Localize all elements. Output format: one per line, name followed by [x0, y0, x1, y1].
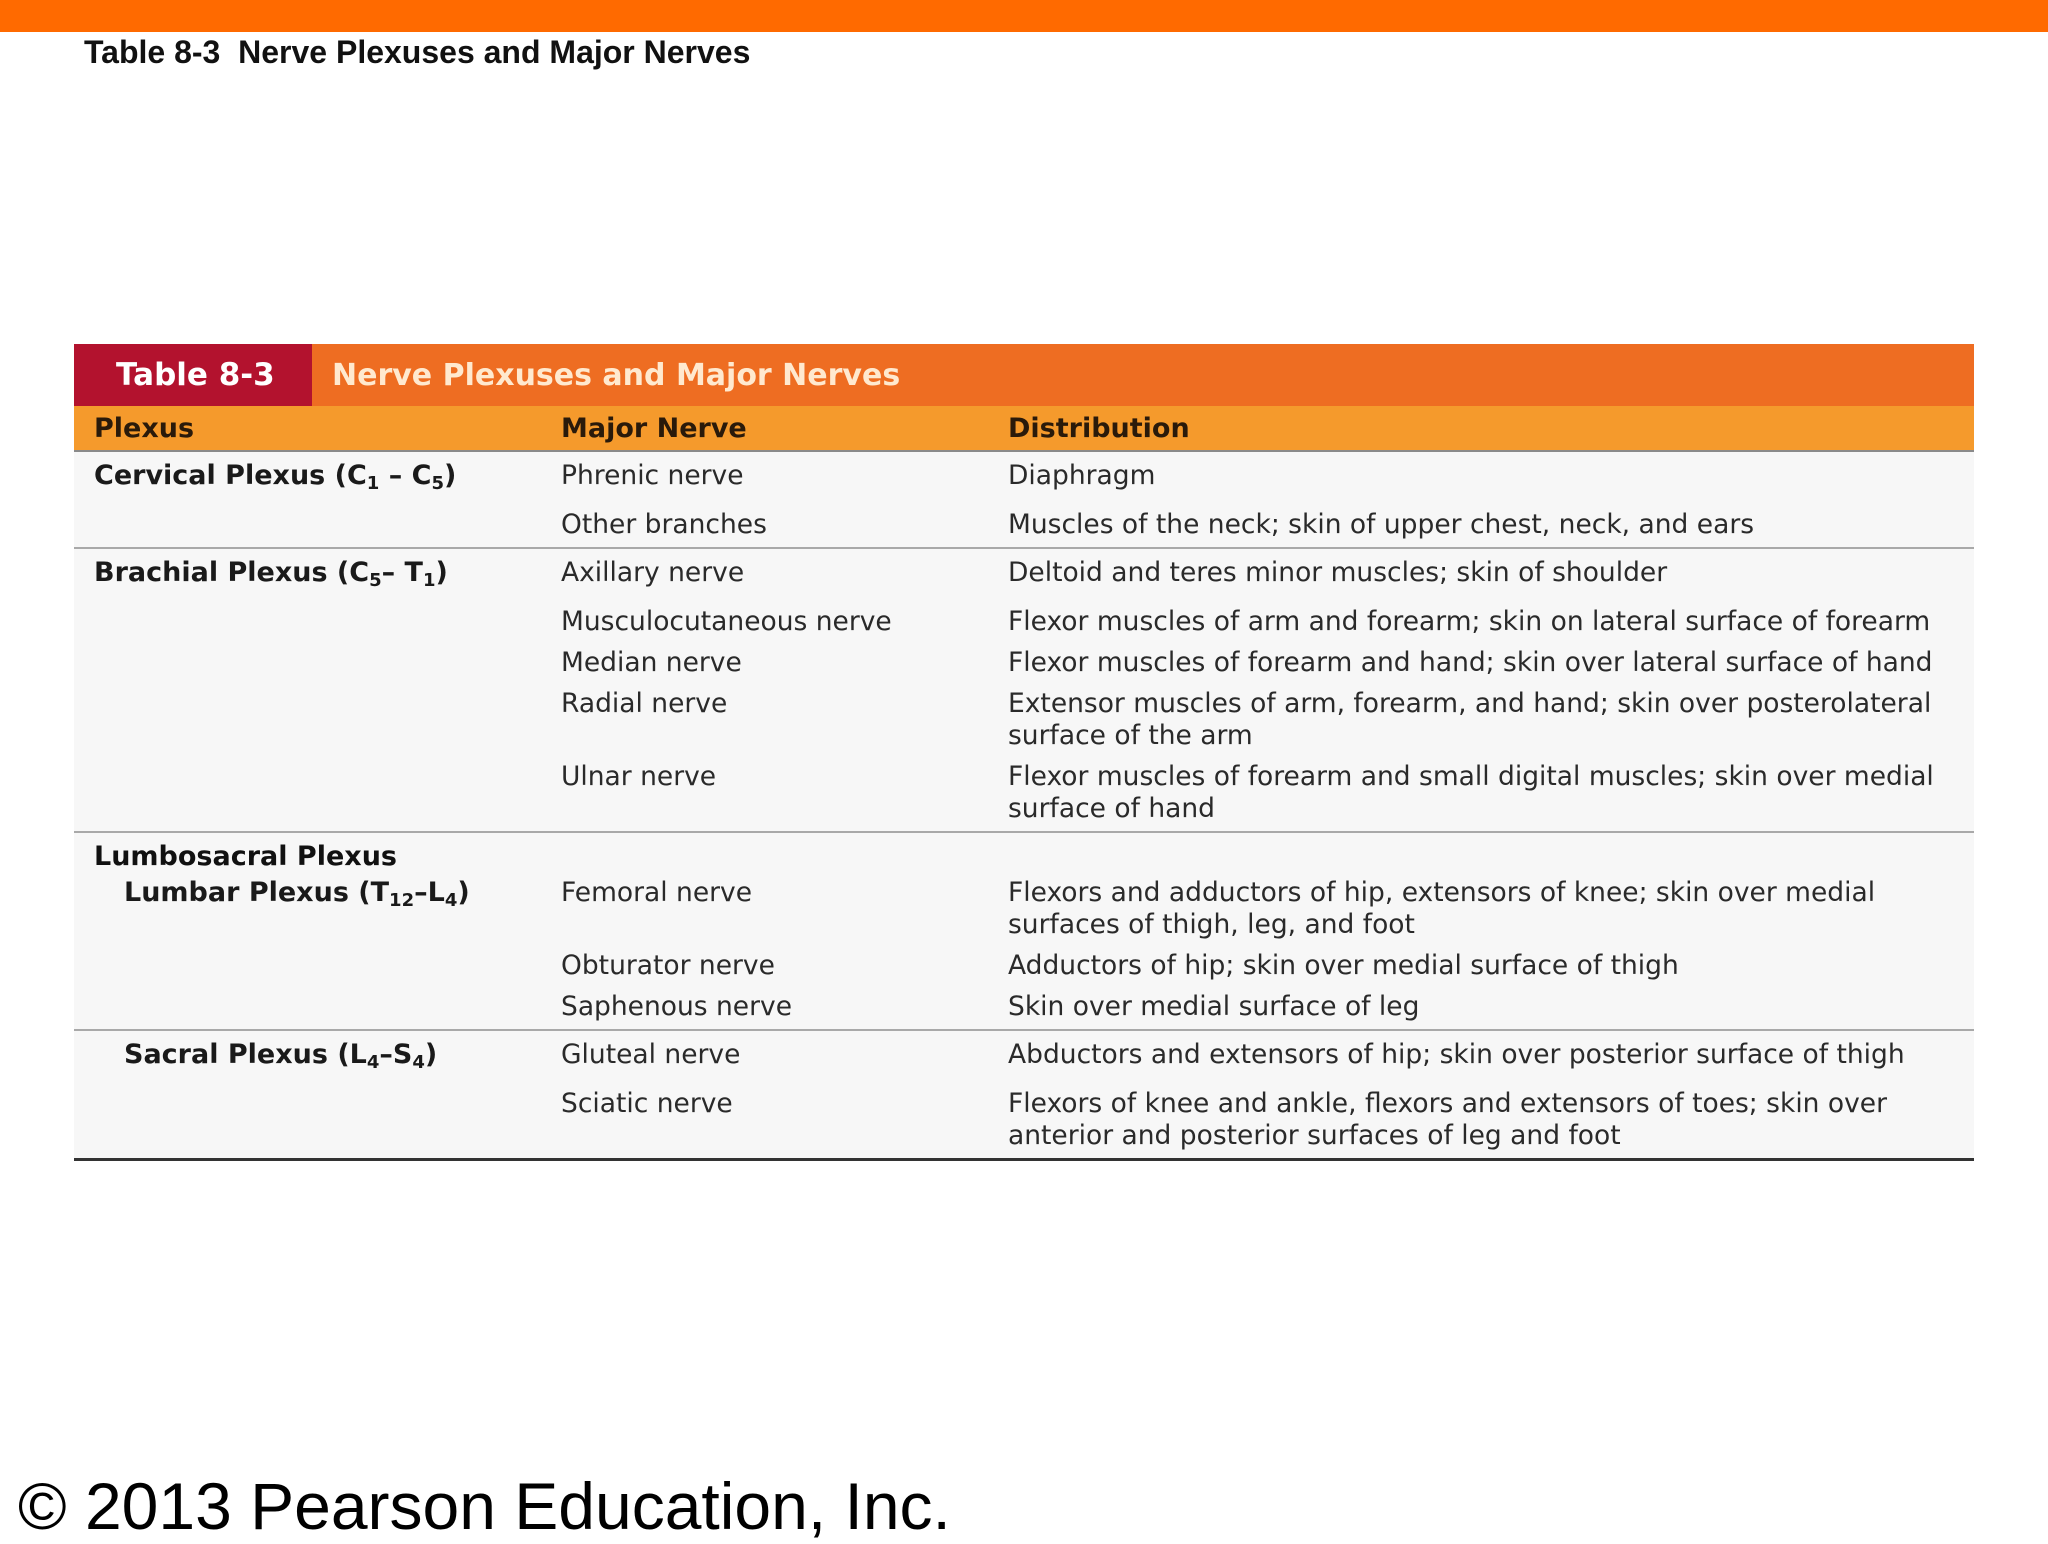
distribution-cell: Flexor muscles of arm and forearm; skin on lateral surface of forearm — [1008, 606, 1931, 637]
distribution-cell: Skin over medial surface of leg — [1008, 991, 1420, 1022]
table-title: Nerve Plexuses and Major Nerves — [332, 357, 901, 393]
column-header-major-nerve: Major Nerve — [561, 412, 747, 444]
table-header-bar — [74, 344, 1974, 406]
table-row — [74, 877, 1974, 941]
distribution-cell: Deltoid and teres minor muscles; skin of shoulder — [1008, 557, 1668, 588]
distribution-cell: Abductors and extensors of hip; skin over posterior surface of thigh — [1008, 1039, 1905, 1070]
top-accent-bar — [0, 0, 2048, 32]
column-header-plexus: Plexus — [94, 412, 195, 444]
table-row — [74, 761, 1974, 825]
table-row — [74, 1039, 1974, 1079]
table-row — [74, 509, 1974, 541]
table-group-sacral — [74, 1031, 1974, 1161]
nerve-cell: Saphenous nerve — [561, 991, 792, 1022]
nerve-cell: Phrenic nerve — [561, 460, 744, 491]
distribution-cell: Muscles of the neck; skin of upper chest, neck, and ears — [1008, 509, 1755, 540]
distribution-cell: Flexors and adductors of hip, extensors of knee; skin over medial surfaces of thigh, leg, and foot — [1008, 877, 1876, 940]
plexus-cell: Brachial Plexus ($C_5-$ $T_1$) — [94, 557, 448, 591]
copyright-footer: © 2013 Pearson Education, Inc. — [18, 1469, 951, 1543]
plexus-cell: Lumbar Plexus $(T_{12}-L_4)$ — [124, 877, 470, 911]
nerve-cell: Sciatic nerve — [561, 1088, 733, 1119]
nerve-table — [74, 344, 1974, 1161]
nerve-cell: Femoral nerve — [561, 877, 753, 908]
slide-title: Table 8-3 Nerve Plexuses and Major Nerves — [84, 34, 751, 70]
table-group-brachial — [74, 549, 1974, 833]
distribution-cell: Flexors of knee and ankle, flexors and extensors of toes; skin over anterior and posterior surfaces of leg and foot — [1008, 1088, 1887, 1151]
table-label: Table 8-3 — [74, 344, 312, 406]
nerve-cell: Axillary nerve — [561, 557, 745, 588]
nerve-cell: Gluteal nerve — [561, 1039, 741, 1070]
group-heading: Lumbosacral Plexus — [94, 841, 397, 872]
plexus-cell: Sacral Plexus $(L_4-S_4)$ — [124, 1039, 438, 1073]
nerve-cell: Musculocutaneous nerve — [561, 606, 892, 637]
distribution-cell: Adductors of hip; skin over medial surface of thigh — [1008, 950, 1679, 981]
table-row — [74, 606, 1974, 638]
table-row — [74, 950, 1974, 982]
table-group-lumbosacral — [74, 833, 1974, 1031]
table-row — [74, 557, 1974, 597]
nerve-cell: Ulnar nerve — [561, 761, 717, 792]
table-row — [74, 460, 1974, 500]
nerve-cell: Radial nerve — [561, 688, 728, 719]
table-row — [74, 688, 1974, 752]
column-headers — [74, 406, 1974, 452]
column-header-distribution: Distribution — [1008, 412, 1190, 444]
table-group-cervical — [74, 452, 1974, 549]
table-row — [74, 647, 1974, 679]
table-row — [74, 1088, 1974, 1152]
nerve-cell: Obturator nerve — [561, 950, 775, 981]
distribution-cell: Extensor muscles of arm, forearm, and hand; skin over posterolateral surface of the arm — [1008, 688, 1932, 751]
nerve-cell: Other branches — [561, 509, 767, 540]
distribution-cell: Flexor muscles of forearm and small digital muscles; skin over medial surface of hand — [1008, 761, 1934, 824]
distribution-cell: Diaphragm — [1008, 460, 1156, 491]
distribution-cell: Flexor muscles of forearm and hand; skin over lateral surface of hand — [1008, 647, 1933, 678]
table-row — [74, 991, 1974, 1023]
nerve-cell: Median nerve — [561, 647, 742, 678]
plexus-cell: Cervical Plexus $(C_1 - C_5)$ — [94, 460, 457, 494]
